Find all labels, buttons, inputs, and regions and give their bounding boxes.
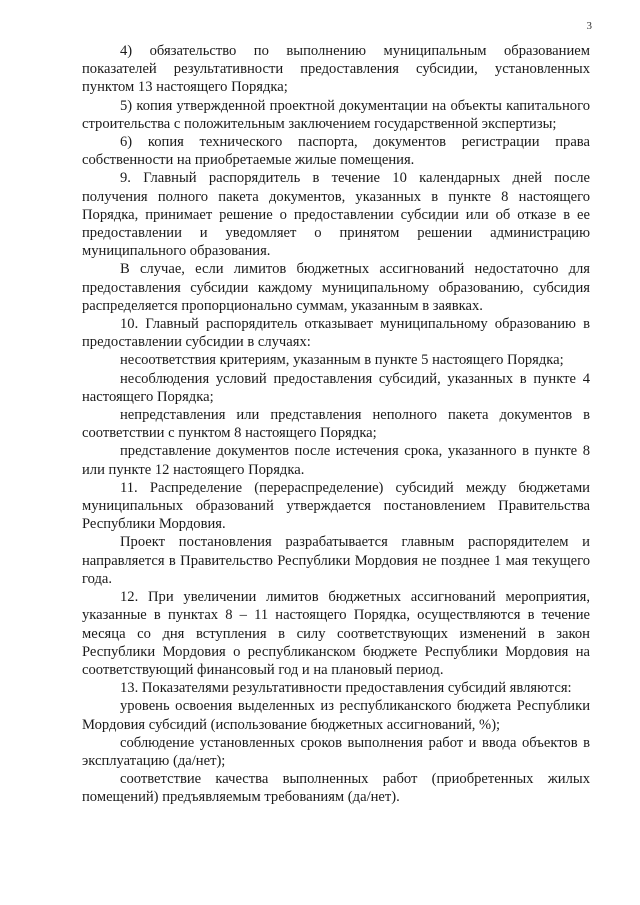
paragraph-indicator-1: уровень освоения выделенных из республиканского бюджета Республики Мордовия субсидий (использование бюджетных ассигнований, %); (82, 698, 590, 733)
paragraph-clause-10: 10. Главный распорядитель отказывает муниципальному образованию в предоставлении субсидии в случаях: (82, 316, 590, 351)
paragraph-draft-resolution: Проект постановления разрабатывается главным распорядителем и направляется в Правительство Республики Мордовия не позднее 1 мая текущего года. (82, 534, 590, 587)
paragraph-refusal-reason-1: несоответствия критериям, указанным в пункте 5 настоящего Порядка; (120, 352, 564, 369)
paragraph-indicator-2: соблюдение установленных сроков выполнения работ и ввода объектов в эксплуатацию (да/нет); (82, 734, 590, 769)
page-number: 3 (586, 20, 592, 32)
paragraph-refusal-reason-3: непредставления или представления неполного пакета документов в соответствии с пунктом 8 настоящего Порядка; (82, 407, 590, 442)
paragraph-clause-12: 12. При увеличении лимитов бюджетных ассигнований мероприятия, указанные в пунктах 8 – 11 настоящего Порядка, осуществляются в течение месяца со дня вступления в силу соответствующих изменений в закон Республики Мордовия о республиканском бюджете Республики Мордовия на соответствующий финансовый год и на плановый период. (82, 589, 590, 678)
paragraph-4-obligation: 4) обязательство по выполнению муниципальным образованием показателей результативности предоставления субсидии, установленных пунктом 13 настоящего Порядка; (82, 43, 590, 96)
paragraph-indicator-3: соответствие качества выполненных работ (приобретенных жилых помещений) предъявляемым требованиям (да/нет). (82, 771, 590, 806)
paragraph-6-tech-passport: 6) копия технического паспорта, документов регистрации права собственности на приобретаемые жилые помещения. (82, 134, 590, 169)
paragraph-refusal-reason-4: представление документов после истечения срока, указанного в пункте 8 или пункте 12 настоящего Порядка. (82, 443, 590, 478)
paragraph-5-project-docs: 5) копия утвержденной проектной документации на объекты капитального строительства с положительным заключением государственной экспертизы; (82, 97, 590, 132)
paragraph-refusal-reason-2: несоблюдения условий предоставления субсидий, указанных в пункте 4 настоящего Порядка; (82, 370, 590, 405)
paragraph-clause-9: 9. Главный распорядитель в течение 10 календарных дней после получения полного пакета документов, указанных в пункте 8 настоящего Порядка, принимает решение о предоставлении субсидии или об отказе в ее предоставлении и уведомляет о принятом решении администрацию муниципального образования. (82, 170, 590, 260)
paragraph-insufficient-limits: В случае, если лимитов бюджетных ассигнований недостаточно для предоставления субсидии каждому муниципальному образованию, субсидия распределяется пропорционально суммам, указанным в заявках. (82, 261, 590, 314)
document-body (82, 42, 590, 807)
paragraph-clause-13: 13. Показателями результативности предоставления субсидий являются: (120, 680, 572, 697)
paragraph-clause-11: 11. Распределение (перераспределение) субсидий между бюджетами муниципальных образований утверждается постановлением Правительства Республики Мордовия. (82, 479, 590, 533)
